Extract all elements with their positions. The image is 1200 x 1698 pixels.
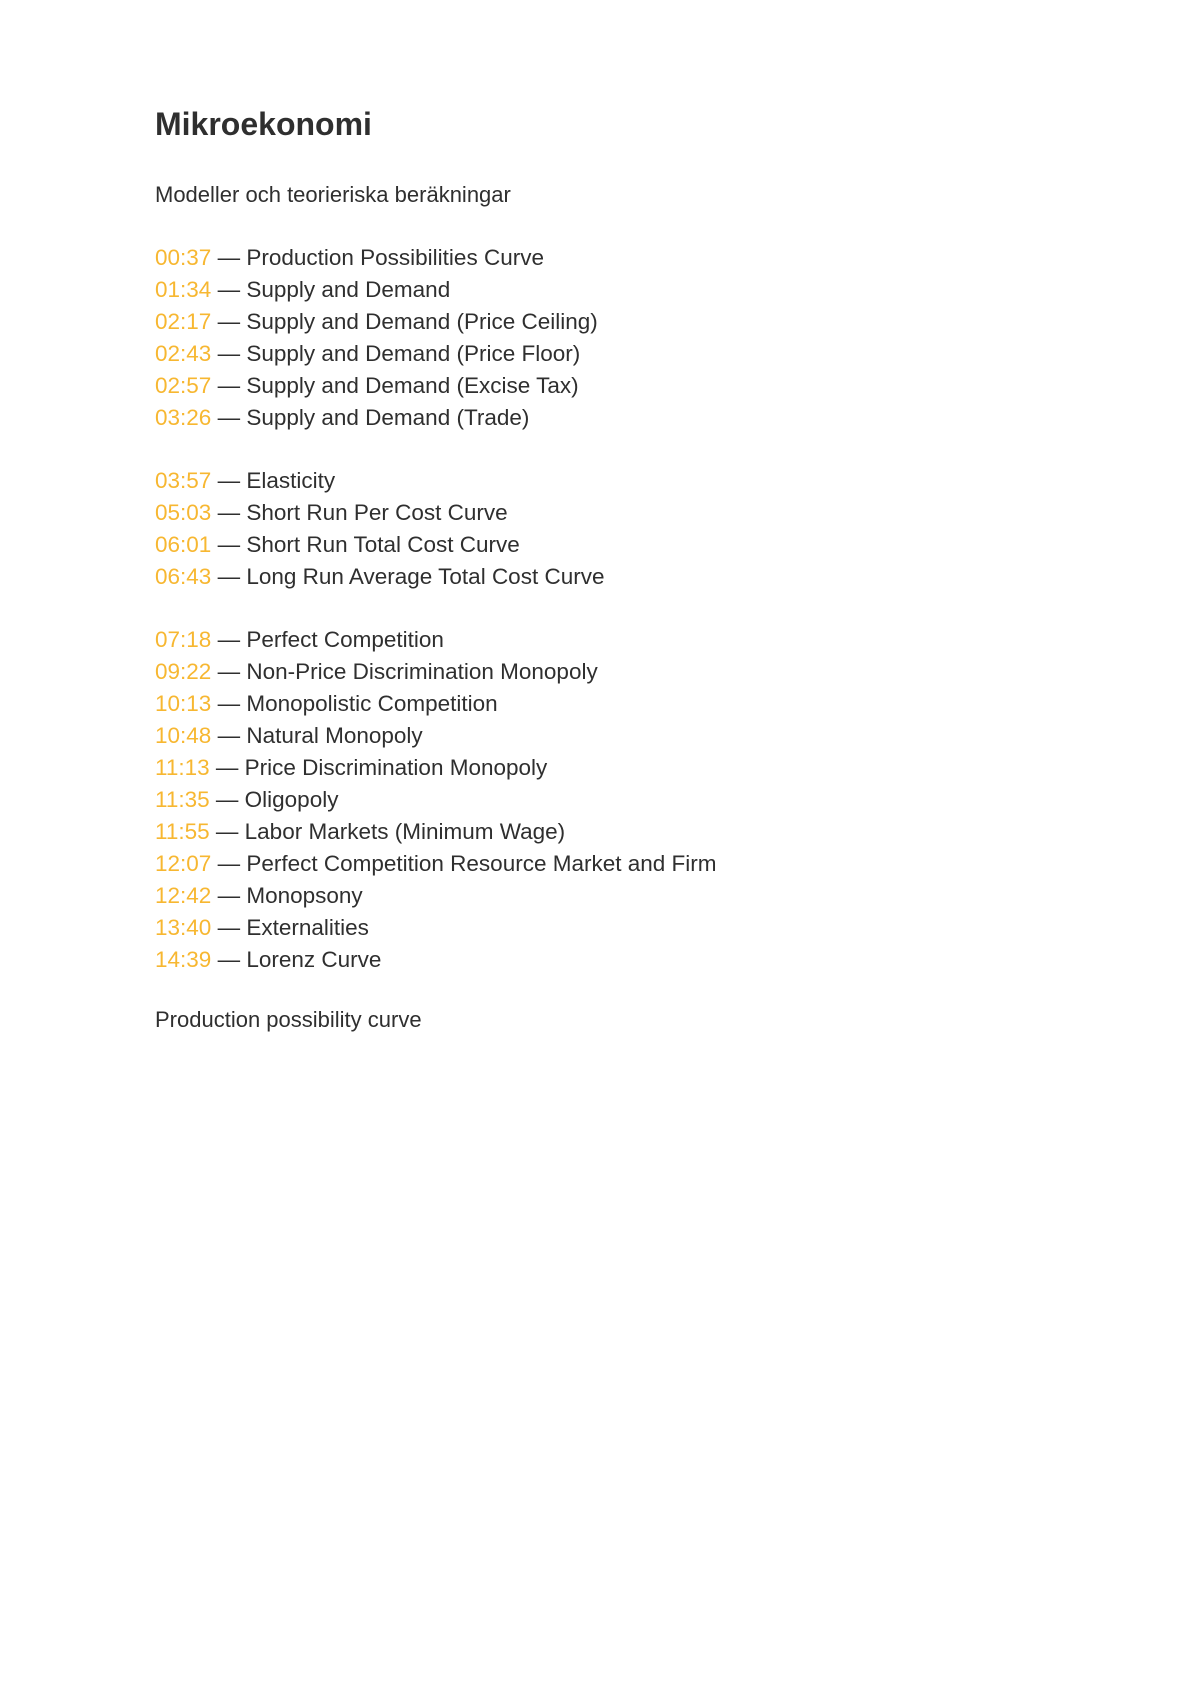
chapter-timestamp[interactable]: 12:07 — [155, 851, 212, 876]
chapter-separator: — — [209, 755, 245, 780]
chapter-item — [155, 720, 717, 752]
chapter-separator: — — [209, 819, 245, 844]
chapter-separator: — — [211, 405, 247, 430]
chapter-timestamp[interactable]: 02:43 — [155, 341, 212, 366]
chapter-group-3 — [155, 624, 717, 976]
chapter-item — [155, 816, 717, 848]
chapter-separator: — — [211, 947, 247, 972]
chapter-separator: — — [211, 532, 247, 557]
chapter-separator: — — [211, 468, 247, 493]
chapter-item — [155, 848, 717, 880]
chapter-separator: — — [211, 883, 247, 908]
chapter-item — [155, 242, 598, 274]
chapter-topic: Lorenz Curve — [246, 947, 382, 972]
chapter-separator: — — [211, 309, 247, 334]
chapter-timestamp[interactable]: 02:17 — [155, 309, 212, 334]
chapter-timestamp[interactable]: 03:57 — [155, 468, 212, 493]
chapter-separator: — — [211, 851, 247, 876]
chapter-item — [155, 529, 604, 561]
chapter-topic: Supply and Demand — [246, 277, 451, 302]
chapter-separator: — — [209, 787, 245, 812]
chapter-group-2 — [155, 465, 604, 593]
chapter-separator: — — [211, 245, 247, 270]
chapter-timestamp[interactable]: 02:57 — [155, 373, 212, 398]
chapter-timestamp[interactable]: 12:42 — [155, 883, 212, 908]
chapter-topic: Natural Monopoly — [246, 723, 423, 748]
chapter-topic: Non-Price Discrimination Monopoly — [246, 659, 598, 684]
chapter-topic: Elasticity — [246, 468, 336, 493]
chapter-timestamp[interactable]: 07:18 — [155, 627, 212, 652]
chapter-timestamp[interactable]: 10:13 — [155, 691, 212, 716]
chapter-item — [155, 624, 717, 656]
chapter-topic: Short Run Per Cost Curve — [246, 500, 508, 525]
chapter-timestamp[interactable]: 13:40 — [155, 915, 212, 940]
chapter-separator: — — [211, 277, 247, 302]
chapter-timestamp[interactable]: 11:13 — [155, 755, 210, 780]
chapter-separator: — — [211, 691, 247, 716]
page-title: Mikroekonomi — [155, 106, 372, 142]
chapter-item — [155, 944, 717, 976]
chapter-timestamp[interactable]: 11:55 — [155, 819, 210, 844]
chapter-item — [155, 465, 604, 497]
chapter-item — [155, 561, 604, 593]
chapter-timestamp[interactable]: 10:48 — [155, 723, 212, 748]
chapter-topic: Externalities — [246, 915, 369, 940]
chapter-item — [155, 912, 717, 944]
chapter-item — [155, 784, 717, 816]
chapter-separator: — — [211, 659, 247, 684]
chapter-topic: Oligopoly — [244, 787, 339, 812]
chapter-item — [155, 274, 598, 306]
chapter-topic: Labor Markets (Minimum Wage) — [244, 819, 566, 844]
chapter-timestamp[interactable]: 14:39 — [155, 947, 212, 972]
chapter-item — [155, 880, 717, 912]
chapter-separator: — — [211, 341, 247, 366]
chapter-item — [155, 656, 717, 688]
chapter-separator: — — [211, 564, 247, 589]
chapter-item — [155, 370, 598, 402]
chapter-topic: Monopolistic Competition — [246, 691, 498, 716]
chapter-separator: — — [211, 500, 247, 525]
chapter-timestamp[interactable]: 06:01 — [155, 532, 212, 557]
section-heading: Production possibility curve — [155, 1007, 422, 1032]
chapter-topic: Price Discrimination Monopoly — [244, 755, 548, 780]
chapter-topic: Short Run Total Cost Curve — [246, 532, 520, 557]
chapter-topic: Monopsony — [246, 883, 363, 908]
chapter-topic: Perfect Competition — [246, 627, 444, 652]
chapter-topic: Long Run Average Total Cost Curve — [246, 564, 605, 589]
chapter-timestamp[interactable]: 01:34 — [155, 277, 212, 302]
chapter-topic: Production Possibilities Curve — [246, 245, 544, 270]
chapter-item — [155, 306, 598, 338]
chapter-timestamp[interactable]: 05:03 — [155, 500, 212, 525]
chapter-topic: Perfect Competition Resource Market and Firm — [246, 851, 717, 876]
chapter-timestamp[interactable]: 00:37 — [155, 245, 212, 270]
chapter-topic: Supply and Demand (Price Ceiling) — [246, 309, 598, 334]
chapter-timestamp[interactable]: 03:26 — [155, 405, 212, 430]
chapter-topic: Supply and Demand (Price Floor) — [246, 341, 581, 366]
chapter-topic: Supply and Demand (Excise Tax) — [246, 373, 579, 398]
page-subtitle: Modeller och teorieriska beräkningar — [155, 182, 511, 207]
chapter-timestamp[interactable]: 06:43 — [155, 564, 212, 589]
chapter-timestamp[interactable]: 11:35 — [155, 787, 210, 812]
chapter-separator: — — [211, 373, 247, 398]
chapter-item — [155, 402, 598, 434]
chapter-timestamp[interactable]: 09:22 — [155, 659, 212, 684]
chapter-topic: Supply and Demand (Trade) — [246, 405, 530, 430]
chapter-separator: — — [211, 915, 247, 940]
chapter-separator: — — [211, 723, 247, 748]
chapter-item — [155, 688, 717, 720]
chapter-item — [155, 497, 604, 529]
chapter-item — [155, 338, 598, 370]
chapter-item — [155, 752, 717, 784]
chapter-separator: — — [211, 627, 247, 652]
chapter-group-1 — [155, 242, 598, 434]
